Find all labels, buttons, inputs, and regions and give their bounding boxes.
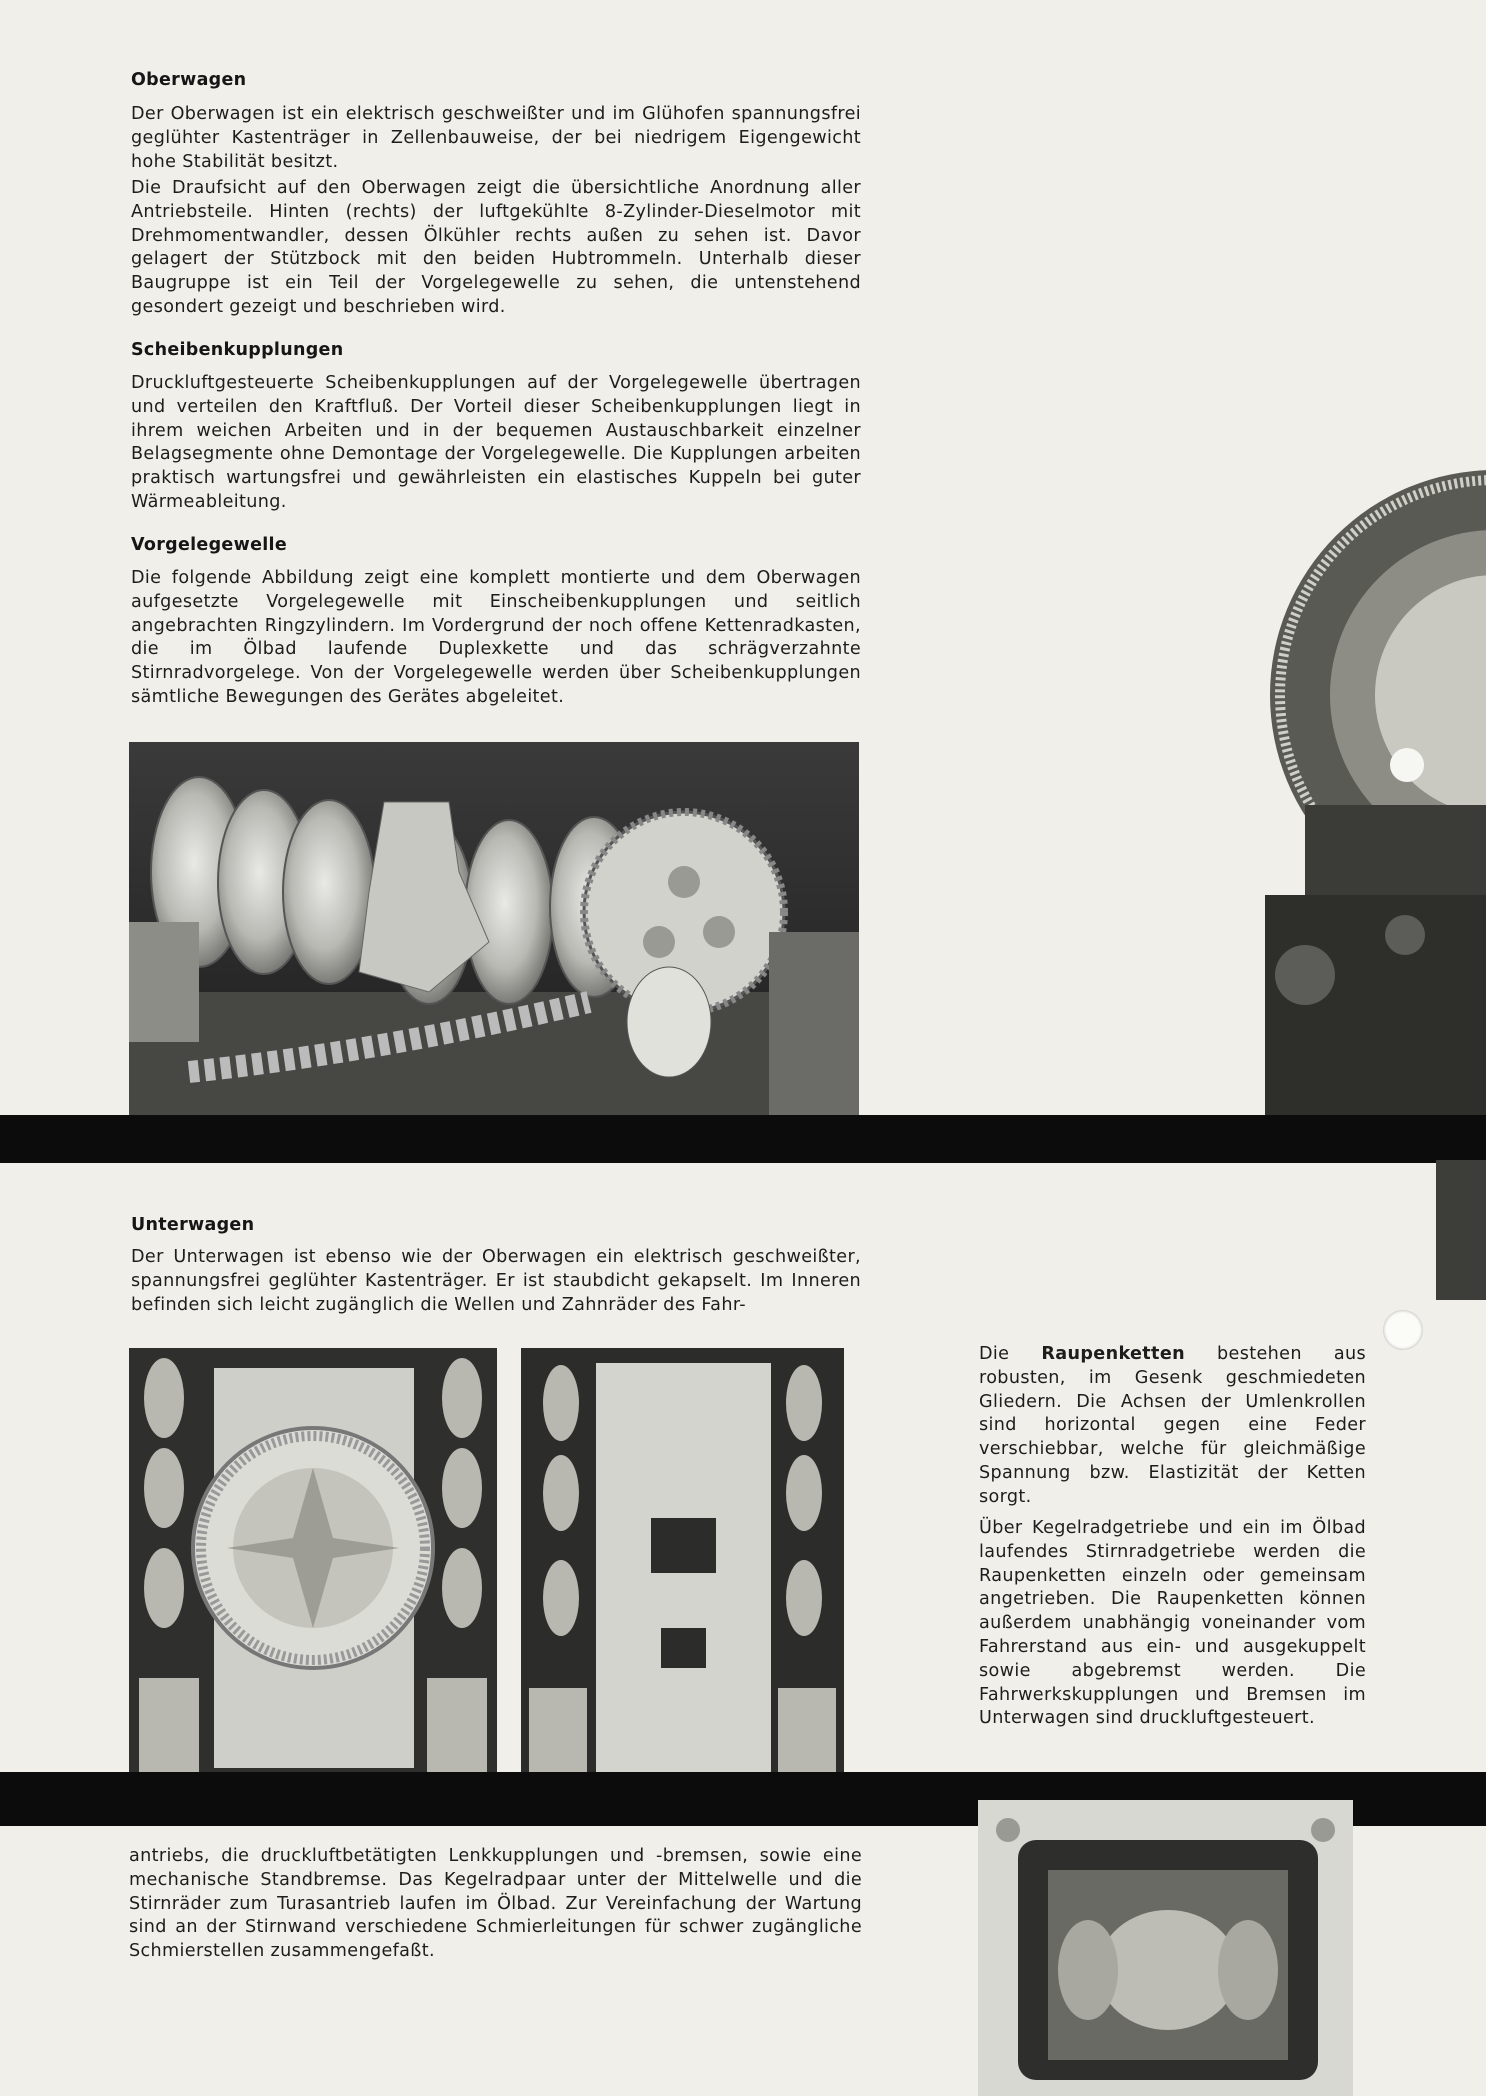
heading-scheibenkupplungen: Scheibenkupplungen: [131, 340, 344, 360]
photo-hubtrommel-machine: [1265, 415, 1486, 1115]
paragraph-oberwagen-1: Der Oberwagen ist ein elektrisch geschweißter und im Glühofen spannungsfrei geglühter Kastenträger in Zellenbauweise, der bei niedrigem Eigengewicht hohe Stabilität besitzt.: [131, 104, 861, 172]
heading-vorgelegewelle: Vorgelegewelle: [131, 535, 288, 555]
hole-punch-mark: [1383, 1310, 1423, 1350]
heading-unterwagen: Unterwagen: [131, 1215, 255, 1235]
photo-unterwagen-top: [129, 1348, 497, 1786]
heading-oberwagen: Oberwagen: [131, 70, 247, 90]
black-band-top: [0, 1115, 1486, 1163]
paragraph-raupenketten-2: Über Kegelradgetriebe und ein im Ölbad laufendes Stirnradgetriebe werden die Raupenketten einzeln oder gemeinsam angetrieben. Die Raupenketten können außerdem unabhängig voneinander vom Fahrerstand aus ein- und ausgekuppelt sowie abgebremst werden. Die Fahrwerkskupplungen und Bremsen im Unterwagen sind druckluftgesteuert.: [979, 1518, 1366, 1729]
paragraph-oberwagen-2: Die Draufsicht auf den Oberwagen zeigt die übersichtliche Anordnung aller Antriebsteile. Hinten (rechts) der luftgekühlte 8-Zylinder-Dieselmotor mit Drehmomentwandler, dessen Ölkühler rechts außen zu sehen ist. Davor gelagert der Stützbock mit den beiden Hubtrommeln. Unterhalb dieser Baugruppe ist ein Teil der Vorgelegewelle zu sehen, die untenstehend gesondert gezeigt und beschrieben wird.: [131, 178, 861, 317]
photo-kegelradgetriebe: [978, 1800, 1353, 2096]
photo-vorgelegewelle: [129, 742, 859, 1115]
paragraph-vorgelegewelle: Die folgende Abbildung zeigt eine komplett montierte und dem Oberwagen aufgesetzte Vorgelegewelle mit Einscheibenkupplungen und seitlich angebrachten Ringzylindern. Im Vordergrund der noch offene Kettenradkasten, die im Ölbad laufende Duplexkette und das schrägverzahnte Stirnradvorgelege. Von der Vorgelegewelle werden über Scheibenkupplungen sämtliche Bewegungen des Gerätes abgeleitet.: [131, 568, 861, 707]
photo-edge-detail: [1436, 1160, 1486, 1300]
paragraph-unterwagen-continued: antriebs, die druckluftbetätigten Lenkkupplungen und -bremsen, sowie eine mechanische Standbremse. Das Kegelradpaar unter der Mittelwelle und die Stirnräder zum Turasantrieb laufen im Ölbad. Zur Vereinfachung der Wartung sind an der Stirnwand verschiedene Schmierleitungen für schwer zugängliche Schmierstellen zusammengefaßt.: [129, 1846, 862, 1962]
raupenketten-text: bestehen aus robusten, im Gesenk geschmiedeten Gliedern. Die Achsen der Umlenkrollen sind horizontal gegen eine Feder verschiebbar, welche für gleichmäßige Spannung bzw. Elastizität der Ketten sorgt.: [979, 1344, 1366, 1507]
raupenketten-lead: Die: [979, 1344, 1010, 1364]
photo-unterwagen-bottom: [521, 1348, 844, 1786]
raupenketten-bold: Raupenketten: [1041, 1344, 1185, 1364]
paragraph-raupenketten: [979, 1343, 1366, 1510]
paragraph-scheibenkupplungen: Druckluftgesteuerte Scheibenkupplungen auf der Vorgelegewelle übertragen und verteilen den Kraftfluß. Der Vorteil dieser Scheibenkupplungen liegt in ihrem weichen Arbeiten und in der bequemen Austauschbarkeit einzelner Belagsegmente ohne Demontage der Vorgelegewelle. Die Kupplungen arbeiten praktisch wartungsfrei und gewährleisten ein elastisches Kuppeln bei guter Wärmeableitung.: [131, 373, 861, 512]
paragraph-unterwagen: Der Unterwagen ist ebenso wie der Oberwagen ein elektrisch geschweißter, spannungsfrei geglühter Kastenträger. Er ist staubdicht gekapselt. Im Inneren befinden sich leicht zugänglich die Wellen und Zahnräder des Fahr-: [131, 1247, 861, 1315]
